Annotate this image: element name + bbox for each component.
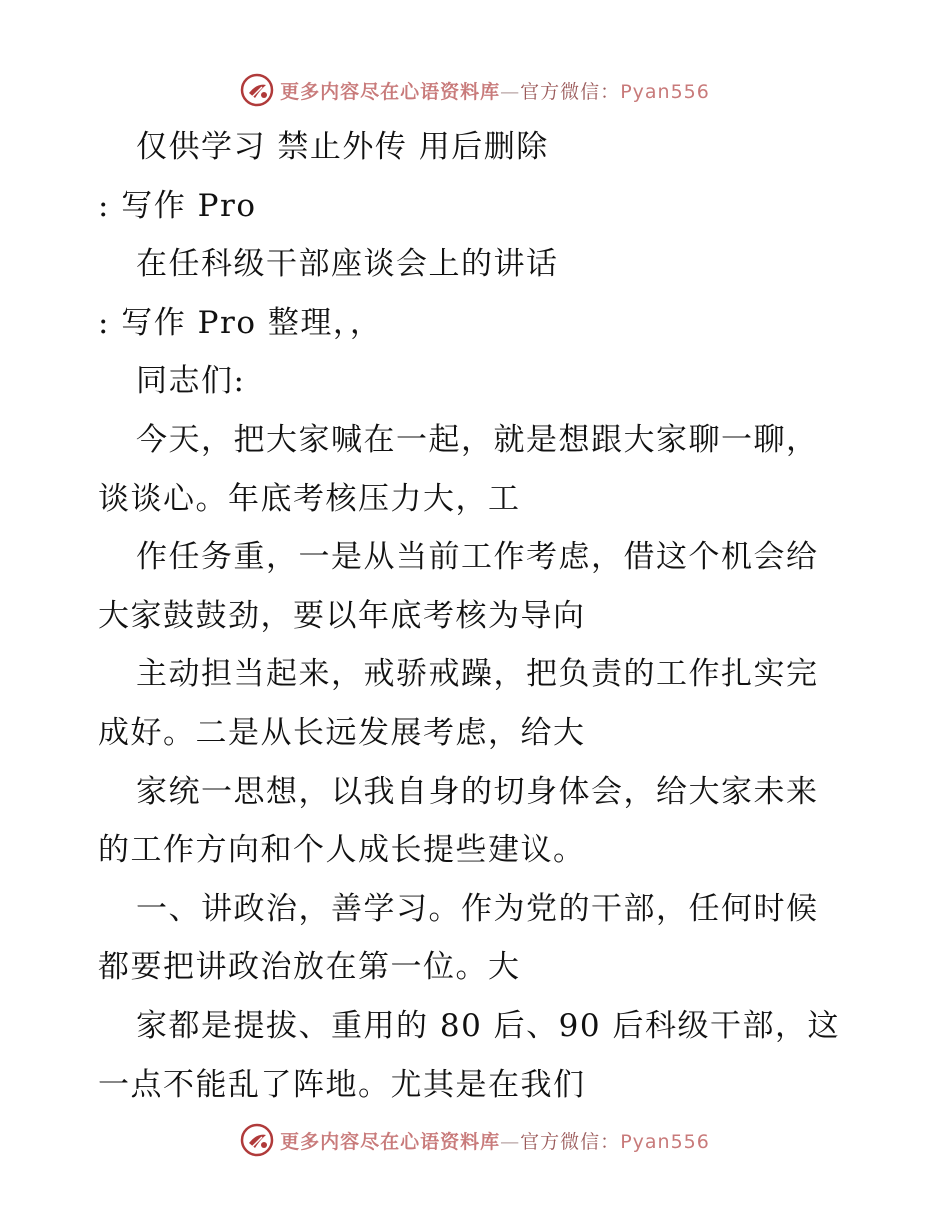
document-title: 在任科级干部座谈会上的讲话 <box>136 246 559 283</box>
salutation: 同志们: <box>136 363 246 400</box>
footer-watermark-banner <box>0 1120 950 1160</box>
paragraph-line: 家统一思想，以我自身的切身体会，给大家未来 <box>136 773 819 810</box>
compiled-by-line: : 写作 Pro 整理，， <box>98 304 383 341</box>
paragraph-line: 家都是提拔、重用的 80 后、90 后科级干部，这 <box>136 1007 840 1044</box>
section-heading-line: 一、讲政治，善学习。作为党的干部，任何时候 <box>136 890 819 927</box>
watermark-text: 更多内容尽在心语资料库—官方微信：Pyan556 <box>280 1130 710 1153</box>
paragraph-line: 大家鼓鼓劲，要以年底考核为导向 <box>98 597 586 634</box>
book-logo-icon <box>240 1123 274 1157</box>
paragraph-line: 今天，把大家喊在一起，就是想跟大家聊一聊， <box>136 421 819 458</box>
source-line: : 写作 Pro <box>98 187 257 224</box>
paragraph-line: 作任务重，一是从当前工作考虑，借这个机会给 <box>136 539 819 576</box>
paragraph-line: 谈谈心。年底考核压力大，工 <box>98 480 521 517</box>
paragraph-line: 成好。二是从长远发展考虑，给大 <box>98 714 586 751</box>
header-watermark-banner <box>0 70 950 110</box>
document-body <box>98 118 858 1114</box>
paragraph-line: 主动担当起来，戒骄戒躁，把负责的工作扎实完 <box>136 656 819 693</box>
paragraph-line: 都要把讲政治放在第一位。大 <box>98 949 521 986</box>
book-logo-icon <box>240 73 274 107</box>
watermark-text: 更多内容尽在心语资料库—官方微信：Pyan556 <box>280 80 710 103</box>
notice-line: 仅供学习 禁止外传 用后删除 <box>136 129 549 165</box>
paragraph-line: 一点不能乱了阵地。尤其是在我们 <box>98 1066 586 1103</box>
paragraph-line: 的工作方向和个人成长提些建议。 <box>98 832 586 869</box>
